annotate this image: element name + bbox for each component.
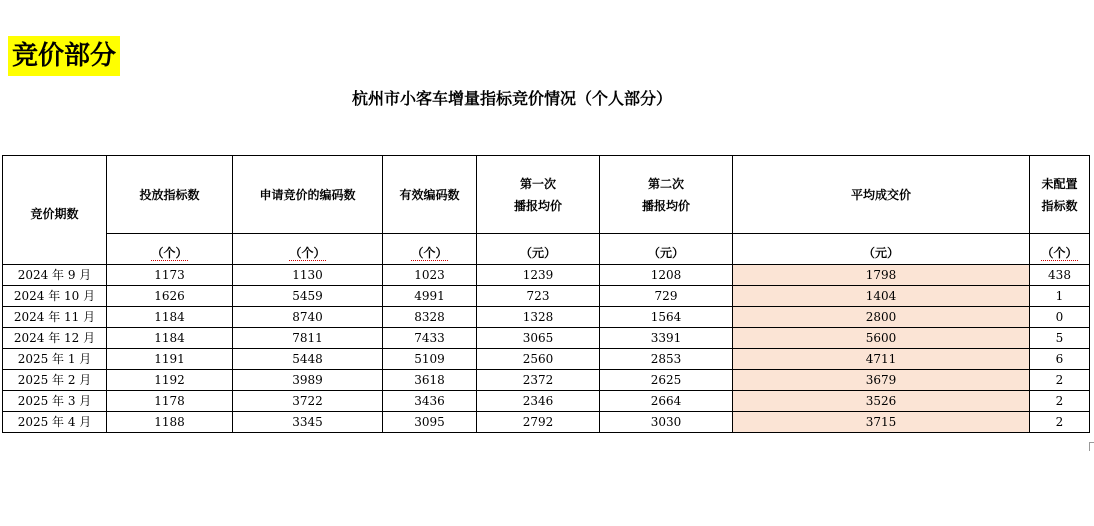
table-row — [3, 412, 1090, 433]
cell-unallocated: 438 — [1030, 265, 1090, 286]
header-second-price — [600, 156, 733, 234]
unit-second-text: （元） — [647, 246, 684, 260]
unit-avg — [733, 234, 1030, 265]
unit-first-text: （元） — [519, 246, 556, 260]
cell-valid: 1023 — [383, 265, 477, 286]
header-first-line1: 第一次 — [519, 176, 556, 191]
cell-second-price: 2853 — [600, 349, 733, 370]
cell-applied: 5459 — [233, 286, 383, 307]
cell-unallocated: 1 — [1030, 286, 1090, 307]
cell-unallocated: 6 — [1030, 349, 1090, 370]
cell-valid: 7433 — [383, 328, 477, 349]
cell-applied: 3722 — [233, 391, 383, 412]
header-period — [3, 156, 107, 265]
cell-period: 2025 年 2 月 — [3, 370, 107, 391]
cell-valid: 4991 — [383, 286, 477, 307]
table-row — [3, 328, 1090, 349]
cell-quota: 1178 — [107, 391, 233, 412]
unit-second — [600, 234, 733, 265]
cell-corner-mark — [1089, 442, 1094, 451]
cell-avg-price: 3715 — [733, 412, 1030, 433]
cell-second-price: 2664 — [600, 391, 733, 412]
cell-avg-price: 1798 — [733, 265, 1030, 286]
header-quota: 投放指标数 — [107, 156, 233, 234]
cell-applied: 3989 — [233, 370, 383, 391]
cell-avg-price: 2800 — [733, 307, 1030, 328]
cell-avg-price: 3526 — [733, 391, 1030, 412]
header-valid: 有效编码数 — [383, 156, 477, 234]
cell-quota: 1626 — [107, 286, 233, 307]
cell-period: 2024 年 10 月 — [3, 286, 107, 307]
cell-quota: 1173 — [107, 265, 233, 286]
header-second-line1: 第二次 — [647, 176, 684, 191]
table-title: 杭州市小客车增量指标竞价情况（个人部分） — [351, 89, 672, 108]
unit-applied — [233, 234, 383, 265]
cell-first-price: 2560 — [477, 349, 600, 370]
cell-first-price: 723 — [477, 286, 600, 307]
cell-quota: 1191 — [107, 349, 233, 370]
cell-applied: 3345 — [233, 412, 383, 433]
cell-period: 2025 年 1 月 — [3, 349, 107, 370]
unit-avg-text: （元） — [862, 246, 899, 260]
cell-second-price: 1564 — [600, 307, 733, 328]
cell-quota: 1184 — [107, 307, 233, 328]
cell-second-price: 3391 — [600, 328, 733, 349]
cell-first-price: 1239 — [477, 265, 600, 286]
unit-valid — [383, 234, 477, 265]
cell-valid: 3436 — [383, 391, 477, 412]
cell-applied: 1130 — [233, 265, 383, 286]
unit-quota — [107, 234, 233, 265]
cell-avg-price: 4711 — [733, 349, 1030, 370]
cell-applied: 8740 — [233, 307, 383, 328]
header-period-label: 竞价期数 — [30, 207, 79, 221]
section-tag: 竞价部分 — [8, 36, 120, 76]
cell-first-price: 2792 — [477, 412, 600, 433]
cell-period: 2025 年 3 月 — [3, 391, 107, 412]
header-applied: 申请竞价的编码数 — [233, 156, 383, 234]
cell-quota: 1188 — [107, 412, 233, 433]
cell-second-price: 3030 — [600, 412, 733, 433]
cell-unallocated: 0 — [1030, 307, 1090, 328]
header-first-line2: 播报均价 — [513, 198, 562, 213]
unit-unallocated — [1030, 234, 1090, 265]
header-unallocated-line2: 指标数 — [1041, 198, 1078, 213]
table-row — [3, 391, 1090, 412]
cell-first-price: 2346 — [477, 391, 600, 412]
cell-valid: 8328 — [383, 307, 477, 328]
cell-first-price: 1328 — [477, 307, 600, 328]
cell-valid: 3618 — [383, 370, 477, 391]
cell-avg-price: 5600 — [733, 328, 1030, 349]
cell-avg-price: 1404 — [733, 286, 1030, 307]
unit-applied-text: （个） — [289, 246, 326, 260]
cell-quota: 1184 — [107, 328, 233, 349]
cell-period: 2024 年 12 月 — [3, 328, 107, 349]
cell-valid: 5109 — [383, 349, 477, 370]
cell-first-price: 3065 — [477, 328, 600, 349]
cell-valid: 3095 — [383, 412, 477, 433]
cell-period: 2024 年 9 月 — [3, 265, 107, 286]
unit-row — [3, 234, 1090, 265]
table-row — [3, 286, 1090, 307]
unit-unallocated-text: （个） — [1041, 246, 1078, 260]
cell-applied: 7811 — [233, 328, 383, 349]
header-first-price — [477, 156, 600, 234]
table-row — [3, 265, 1090, 286]
unit-first — [477, 234, 600, 265]
table-row — [3, 370, 1090, 391]
header-row — [3, 156, 1090, 234]
cell-unallocated: 2 — [1030, 391, 1090, 412]
cell-applied: 5448 — [233, 349, 383, 370]
header-avg-price: 平均成交价 — [733, 156, 1030, 234]
unit-valid-text: （个） — [411, 246, 448, 260]
unit-quota-text: （个） — [151, 246, 188, 260]
table-row — [3, 349, 1090, 370]
bidding-table — [2, 155, 1090, 433]
header-unallocated — [1030, 156, 1090, 234]
cell-second-price: 2625 — [600, 370, 733, 391]
header-unallocated-line1: 未配置 — [1041, 176, 1078, 191]
table-row — [3, 307, 1090, 328]
cell-period: 2024 年 11 月 — [3, 307, 107, 328]
cell-unallocated: 2 — [1030, 370, 1090, 391]
cell-quota: 1192 — [107, 370, 233, 391]
cell-unallocated: 5 — [1030, 328, 1090, 349]
cell-first-price: 2372 — [477, 370, 600, 391]
cell-period: 2025 年 4 月 — [3, 412, 107, 433]
cell-unallocated: 2 — [1030, 412, 1090, 433]
header-second-line2: 播报均价 — [641, 198, 690, 213]
cell-avg-price: 3679 — [733, 370, 1030, 391]
cell-second-price: 729 — [600, 286, 733, 307]
cell-second-price: 1208 — [600, 265, 733, 286]
